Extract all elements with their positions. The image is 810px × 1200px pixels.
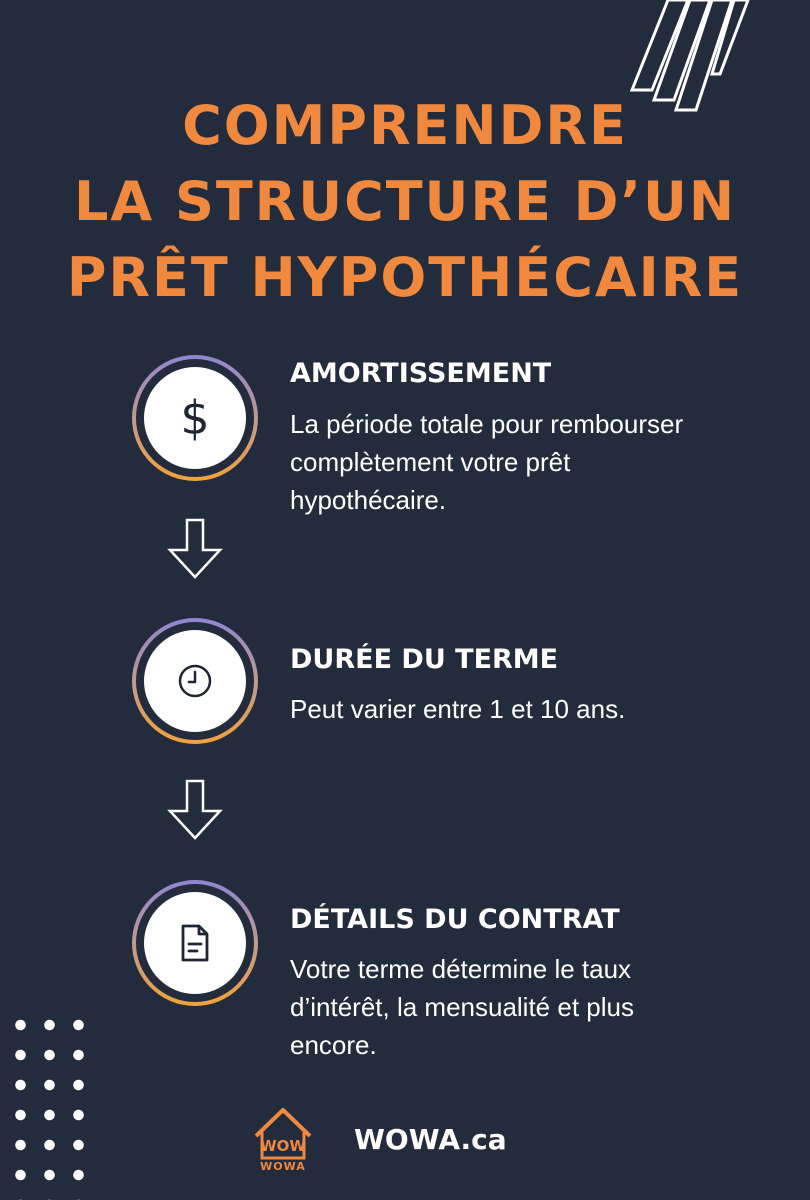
dollar-icon: $ xyxy=(180,391,210,445)
amortization-icon-circle xyxy=(132,355,258,481)
step-heading-amortization: AMORTISSEMENT xyxy=(290,358,552,389)
step-description-term: Peut varier entre 1 et 10 ans. xyxy=(290,694,626,724)
title-line-1: COMPRENDRE xyxy=(182,94,628,157)
logo-mark-text: WOW xyxy=(260,1137,306,1155)
contract-icon-circle xyxy=(132,880,258,1006)
logo-wordmark: WOWA xyxy=(260,1160,306,1173)
arrow-down-icon xyxy=(166,779,224,841)
title-line-2: LA STRUCTURE D’UN xyxy=(73,170,737,233)
document-icon xyxy=(176,922,214,964)
title-line-3: PRÊT HYPOTHÉCAIRE xyxy=(66,246,744,309)
step-description-amortization: La période totale pour rembourser complètement votre prêt hypothécaire. xyxy=(290,409,684,515)
page-title xyxy=(0,88,810,316)
brand-link[interactable]: WOWA.ca xyxy=(354,1123,507,1156)
step-heading-contract: DÉTAILS DU CONTRAT xyxy=(290,904,620,935)
step-description-contract: Votre terme détermine le taux d’intérêt, la mensualité et plus encore. xyxy=(290,954,634,1060)
term-icon-circle xyxy=(132,618,258,744)
arrow-down-icon xyxy=(166,518,224,580)
step-heading-term: DURÉE DU TERME xyxy=(290,644,559,675)
clock-icon xyxy=(175,661,215,701)
decorative-dots xyxy=(6,1010,86,1200)
